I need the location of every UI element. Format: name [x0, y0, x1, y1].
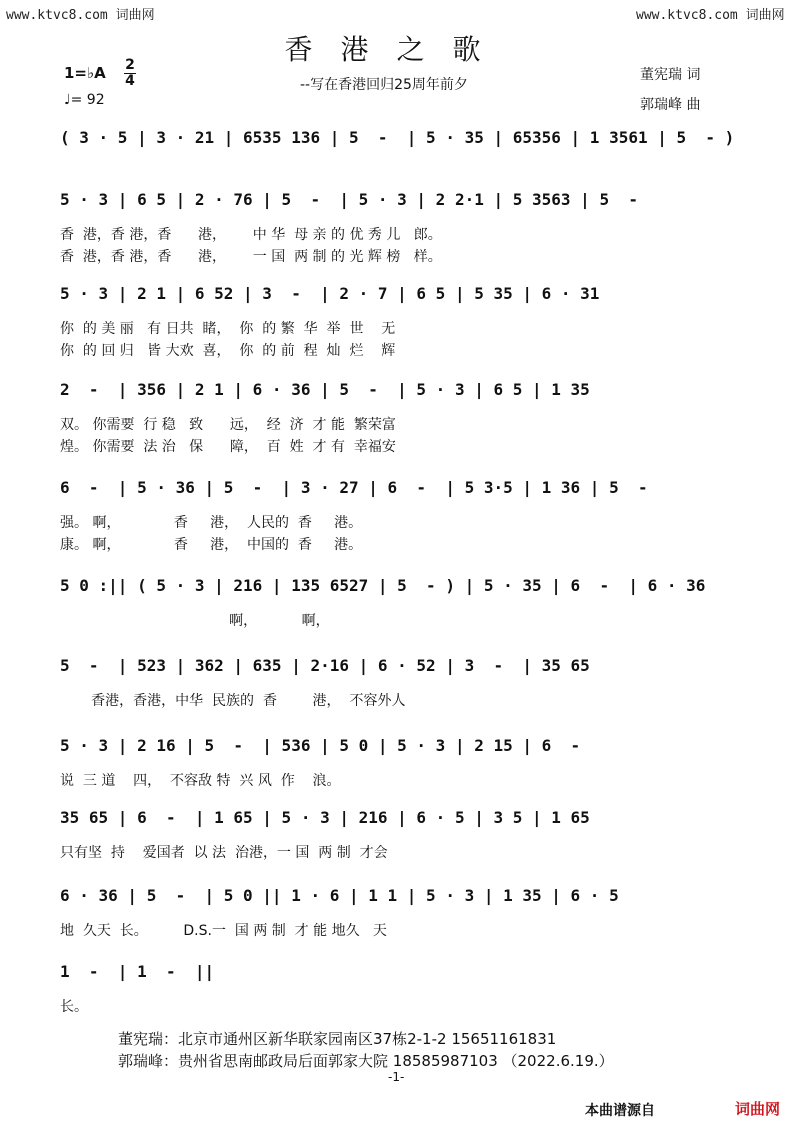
notation-row: 5 · 3 | 6 5 | 2 · 76 | 5 - | 5 · 3 | 2 2·1 | 5 3563 | 5 -: [60, 190, 638, 209]
notation-row: 35 65 | 6 - | 1 65 | 5 · 3 | 216 | 6 · 5 | 3 5 | 1 65: [60, 808, 590, 827]
notation-row: 5 - | 523 | 362 | 635 | 2·16 | 6 · 52 | 3 - | 35 65: [60, 656, 590, 675]
lyric-line: 只有坚 持 爱国者 以 法 治港，一 国 两 制 才会: [60, 845, 388, 861]
page-number: -1-: [388, 1070, 405, 1084]
lyric-line: 你 的 美 丽 有 日共 睹， 你 的 繁 华 举 世 无: [60, 321, 396, 337]
footer-line-2: 郭瑞峰：贵州省思南邮政局后面郭家大院 18585987103 （2022.6.19.）: [118, 1052, 614, 1070]
meter-bottom: 4: [125, 73, 135, 89]
notation-row: 6 - | 5 · 36 | 5 - | 3 · 27 | 6 - | 5 3·5 | 1 36 | 5 -: [60, 478, 648, 497]
lyric-line: 康。 啊， 香 港， 中国的 香 港。: [60, 537, 363, 553]
song-title: 香港之歌: [284, 33, 509, 66]
notation-row: ( 3 · 5 | 3 · 21 | 6535 136 | 5 - | 5 · 35 | 65356 | 1 3561 | 5 - ): [60, 128, 735, 147]
time-signature: [124, 58, 136, 89]
composer-credit: 郭瑞峰 曲: [640, 97, 701, 113]
lyric-line: 香 港，香 港，香 港， 一 国 两 制 的 光 辉 榜 样。: [60, 249, 442, 265]
lyric-line: 地 久天 长。 D.S.一 国 两 制 才 能 地久 天: [60, 923, 387, 939]
lyricist-credit: 董宪瑞 词: [640, 67, 701, 83]
notation-row: 5 0 :|| ( 5 · 3 | 216 | 135 6527 | 5 - ) | 5 · 35 | 6 - | 6 · 36: [60, 576, 706, 595]
lyric-line: 香 港，香 港，香 港， 中 华 母 亲 的 优 秀 儿 郎。: [60, 227, 442, 243]
footer-line-1: 董宪瑞：北京市通州区新华联家园南区37栋2-1-2 15651161831: [118, 1030, 557, 1048]
song-subtitle: --写在香港回归25周年前夕: [300, 77, 468, 93]
lyric-line: 强。 啊， 香 港， 人民的 香 港。: [60, 515, 363, 531]
lyric-line: 香港，香港，中华 民族的 香 港， 不容外人: [60, 693, 406, 709]
notation-row: 5 · 3 | 2 16 | 5 - | 536 | 5 0 | 5 · 3 | 2 15 | 6 -: [60, 736, 581, 755]
brand-logo[interactable]: 词曲网: [735, 1100, 781, 1118]
notation-row: 1 - | 1 - ||: [60, 962, 215, 981]
tempo-mark: ♩= 92: [64, 92, 105, 108]
lyric-line: 长。: [60, 999, 88, 1015]
notation-row: 6 · 36 | 5 - | 5 0 || 1 · 6 | 1 1 | 5 · 3 | 1 35 | 6 · 5: [60, 886, 619, 905]
lyric-line: 你 的 回 归 皆 大欢 喜， 你 的 前 程 灿 烂 辉: [60, 343, 396, 359]
watermark-right: www.ktvc8.com 词曲网: [636, 8, 785, 23]
notation-row: 2 - | 356 | 2 1 | 6 · 36 | 5 - | 5 · 3 | 6 5 | 1 35: [60, 380, 590, 399]
key-signature: 1=♭A: [64, 64, 106, 82]
notation-row: 5 · 3 | 2 1 | 6 52 | 3 - | 2 · 7 | 6 5 | 5 35 | 6 · 31: [60, 284, 600, 303]
lyric-line: 啊， 啊，: [60, 613, 330, 629]
lyric-line: 说 三 道 四， 不容敌 特 兴 风 作 浪。: [60, 773, 341, 789]
lyric-line: 煌。 你需要 法 治 保 障， 百 姓 才 有 幸福安: [60, 439, 396, 455]
watermark-left: www.ktvc8.com 词曲网: [6, 8, 155, 23]
lyric-line: 双。 你需要 行 稳 致 远， 经 济 才 能 繁荣富: [60, 417, 396, 433]
meter-top: 2: [125, 57, 135, 73]
source-label: 本曲谱源自: [585, 1103, 655, 1119]
